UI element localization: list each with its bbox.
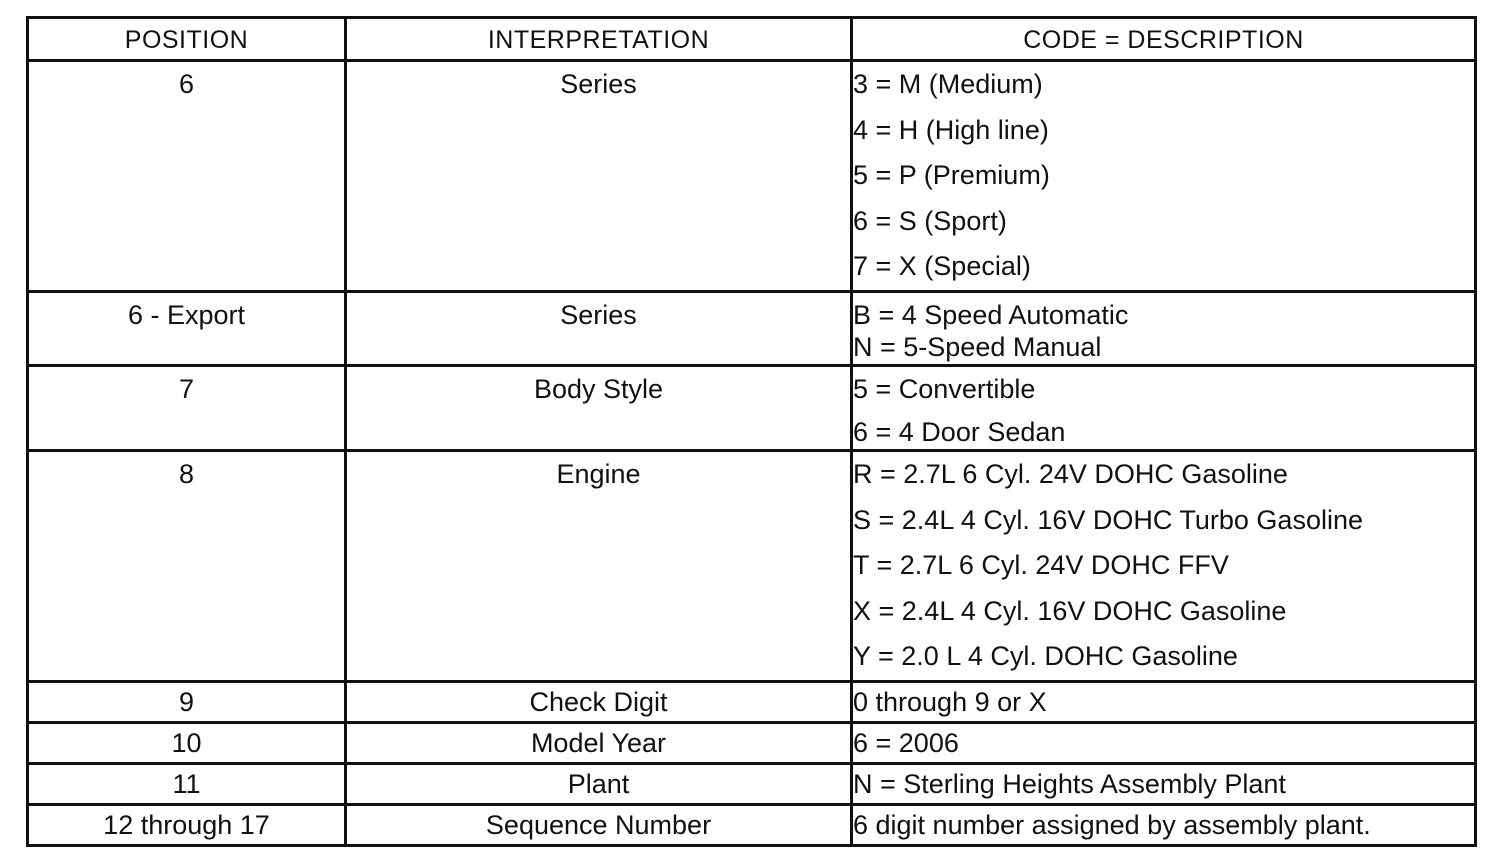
code-line: Y = 2.0 L 4 Cyl. DOHC Gasoline bbox=[853, 641, 1238, 671]
code-line: X = 2.4L 4 Cyl. 16V DOHC Gasoline bbox=[853, 595, 1287, 626]
position-cell: 12 through 17 bbox=[28, 804, 346, 845]
code-line: N = 5-Speed Manual bbox=[853, 331, 1102, 362]
code-line: 6 = 4 Door Sedan bbox=[853, 417, 1066, 447]
table-row bbox=[28, 681, 1476, 722]
position-cell: 6 bbox=[28, 61, 346, 292]
code-line: 6 = 2006 bbox=[853, 727, 959, 758]
code-line: R = 2.7L 6 Cyl. 24V DOHC Gasoline bbox=[853, 459, 1288, 489]
code-description-cell bbox=[852, 804, 1476, 845]
code-description-cell bbox=[852, 61, 1476, 292]
table-header bbox=[28, 18, 1476, 61]
table-row bbox=[28, 722, 1476, 763]
code-line: 5 = P (Premium) bbox=[853, 160, 1050, 190]
table-row bbox=[28, 763, 1476, 804]
code-line: 3 = M (Medium) bbox=[853, 69, 1043, 99]
position-cell: 10 bbox=[28, 722, 346, 763]
position-cell: 9 bbox=[28, 681, 346, 722]
code-line: 0 through 9 or X bbox=[853, 686, 1047, 717]
table-row bbox=[28, 451, 1476, 682]
interpretation-cell: Engine bbox=[346, 451, 852, 682]
code-line: 5 = Convertible bbox=[853, 373, 1036, 404]
code-line: 6 = S (Sport) bbox=[853, 205, 1007, 236]
code-line: T = 2.7L 6 Cyl. 24V DOHC FFV bbox=[853, 550, 1229, 580]
interpretation-cell: Body Style bbox=[346, 365, 852, 451]
code-line: S = 2.4L 4 Cyl. 16V DOHC Turbo Gasoline bbox=[853, 504, 1363, 535]
code-line: B = 4 Speed Automatic bbox=[853, 299, 1129, 330]
table-row bbox=[28, 365, 1476, 451]
interpretation-cell: Sequence Number bbox=[346, 804, 852, 845]
interpretation-cell: Series bbox=[346, 61, 852, 292]
vin-decoding-table bbox=[26, 16, 1477, 847]
code-description-cell bbox=[852, 681, 1476, 722]
interpretation-cell: Check Digit bbox=[346, 681, 852, 722]
code-description-cell bbox=[852, 365, 1476, 451]
code-description-cell bbox=[852, 291, 1476, 365]
header-row bbox=[28, 18, 1476, 61]
code-description-cell bbox=[852, 722, 1476, 763]
code-line: N = Sterling Heights Assembly Plant bbox=[853, 768, 1286, 799]
code-line: 6 digit number assigned by assembly plant. bbox=[853, 809, 1371, 840]
table-row bbox=[28, 804, 1476, 845]
column-header-position: POSITION bbox=[28, 18, 346, 61]
interpretation-cell: Series bbox=[346, 291, 852, 365]
position-cell: 11 bbox=[28, 763, 346, 804]
table-row bbox=[28, 291, 1476, 365]
interpretation-cell: Model Year bbox=[346, 722, 852, 763]
position-cell: 7 bbox=[28, 365, 346, 451]
position-cell: 8 bbox=[28, 451, 346, 682]
code-description-cell bbox=[852, 451, 1476, 682]
code-description-cell bbox=[852, 763, 1476, 804]
column-header-interpretation: INTERPRETATION bbox=[346, 18, 852, 61]
table-row bbox=[28, 61, 1476, 292]
position-cell: 6 - Export bbox=[28, 291, 346, 365]
interpretation-cell: Plant bbox=[346, 763, 852, 804]
code-line: 4 = H (High line) bbox=[853, 114, 1049, 145]
code-line: 7 = X (Special) bbox=[853, 251, 1031, 281]
column-header-code-description: CODE = DESCRIPTION bbox=[852, 18, 1476, 61]
